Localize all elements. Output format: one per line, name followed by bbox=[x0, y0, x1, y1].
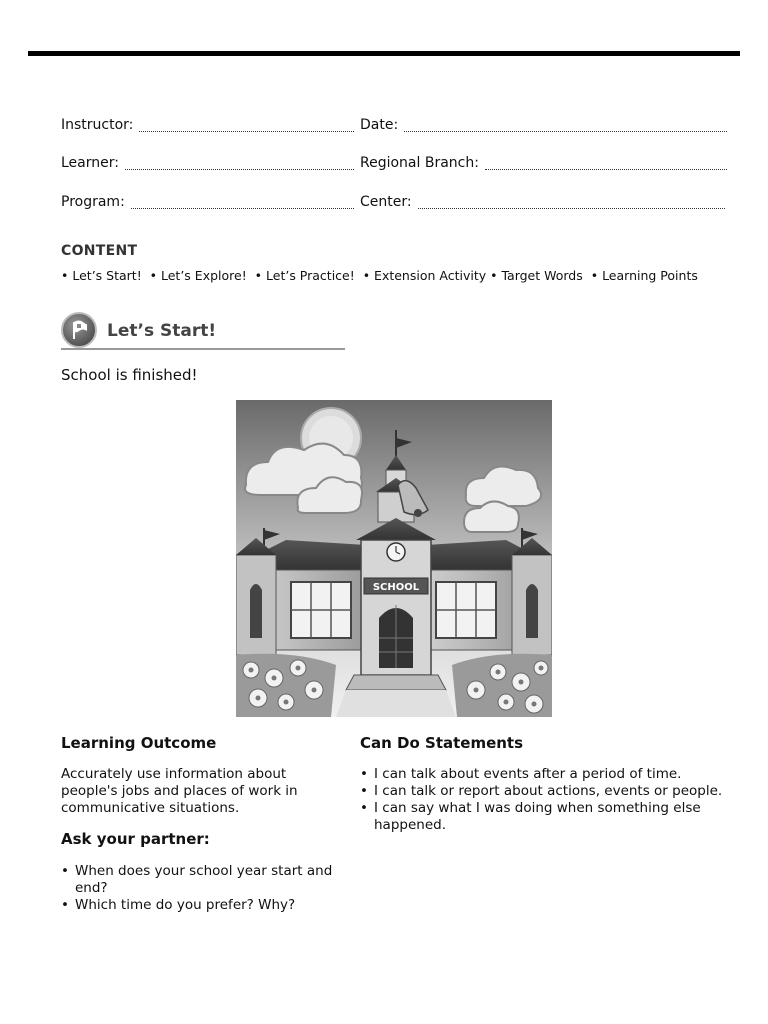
can-do-heading: Can Do Statements bbox=[360, 734, 524, 752]
instructor-label: Instructor: bbox=[61, 117, 134, 133]
section-title: Let’s Start! bbox=[107, 321, 217, 341]
program-field[interactable] bbox=[61, 191, 354, 211]
regional-branch-field[interactable] bbox=[360, 152, 727, 172]
content-bullet: • bbox=[582, 268, 603, 283]
learner-field[interactable] bbox=[61, 152, 354, 172]
list-item: • I can talk about events after a period of time. bbox=[360, 766, 730, 783]
learning-outcome-heading: Learning Outcome bbox=[61, 734, 217, 752]
content-bullet: • bbox=[354, 268, 375, 283]
date-dotted-line[interactable] bbox=[404, 120, 727, 132]
can-do-list bbox=[360, 766, 730, 834]
content-bullet: • bbox=[61, 268, 73, 283]
learner-dotted-line[interactable] bbox=[125, 158, 354, 170]
list-item: • When does your school year start and end? bbox=[61, 863, 351, 897]
list-item: • I can say what I was doing when something else happened. bbox=[360, 800, 730, 834]
instructor-field[interactable] bbox=[61, 114, 354, 134]
learning-outcome-text: Accurately use information about people's jobs and places of work in communicative situations. bbox=[61, 766, 298, 816]
content-item: Let’s Practice! bbox=[266, 268, 355, 283]
ask-partner-list bbox=[61, 863, 351, 914]
content-item: Let’s Start! bbox=[72, 268, 142, 283]
content-bullet: • bbox=[486, 268, 502, 283]
center-label: Center: bbox=[360, 194, 412, 210]
content-list bbox=[61, 268, 698, 283]
content-bullet: • bbox=[246, 268, 267, 283]
section-rule bbox=[61, 348, 345, 350]
program-label: Program: bbox=[61, 194, 125, 210]
content-item: Learning Points bbox=[602, 268, 698, 283]
content-item: Extension Activity bbox=[374, 268, 487, 283]
date-field[interactable] bbox=[360, 114, 727, 134]
flag-icon bbox=[61, 312, 97, 348]
content-item: Let’s Explore! bbox=[161, 268, 247, 283]
school-sign: SCHOOL bbox=[372, 582, 420, 593]
content-bullet: • bbox=[141, 268, 161, 283]
list-item: • Which time do you prefer? Why? bbox=[61, 897, 351, 914]
school-illustration bbox=[236, 400, 552, 717]
content-item: Target Words bbox=[501, 268, 583, 283]
center-field[interactable] bbox=[360, 191, 725, 211]
ask-partner-heading: Ask your partner: bbox=[61, 830, 210, 848]
regional-branch-dotted-line[interactable] bbox=[485, 158, 727, 170]
top-rule bbox=[28, 51, 740, 56]
center-dotted-line[interactable] bbox=[418, 197, 725, 209]
program-dotted-line[interactable] bbox=[131, 197, 354, 209]
list-item: • I can talk or report about actions, events or people. bbox=[360, 783, 730, 800]
instructor-dotted-line[interactable] bbox=[139, 120, 354, 132]
learner-label: Learner: bbox=[61, 155, 119, 171]
regional-branch-label: Regional Branch: bbox=[360, 155, 479, 171]
content-heading: CONTENT bbox=[61, 243, 138, 259]
date-label: Date: bbox=[360, 117, 399, 133]
intro-text: School is finished! bbox=[61, 366, 198, 384]
